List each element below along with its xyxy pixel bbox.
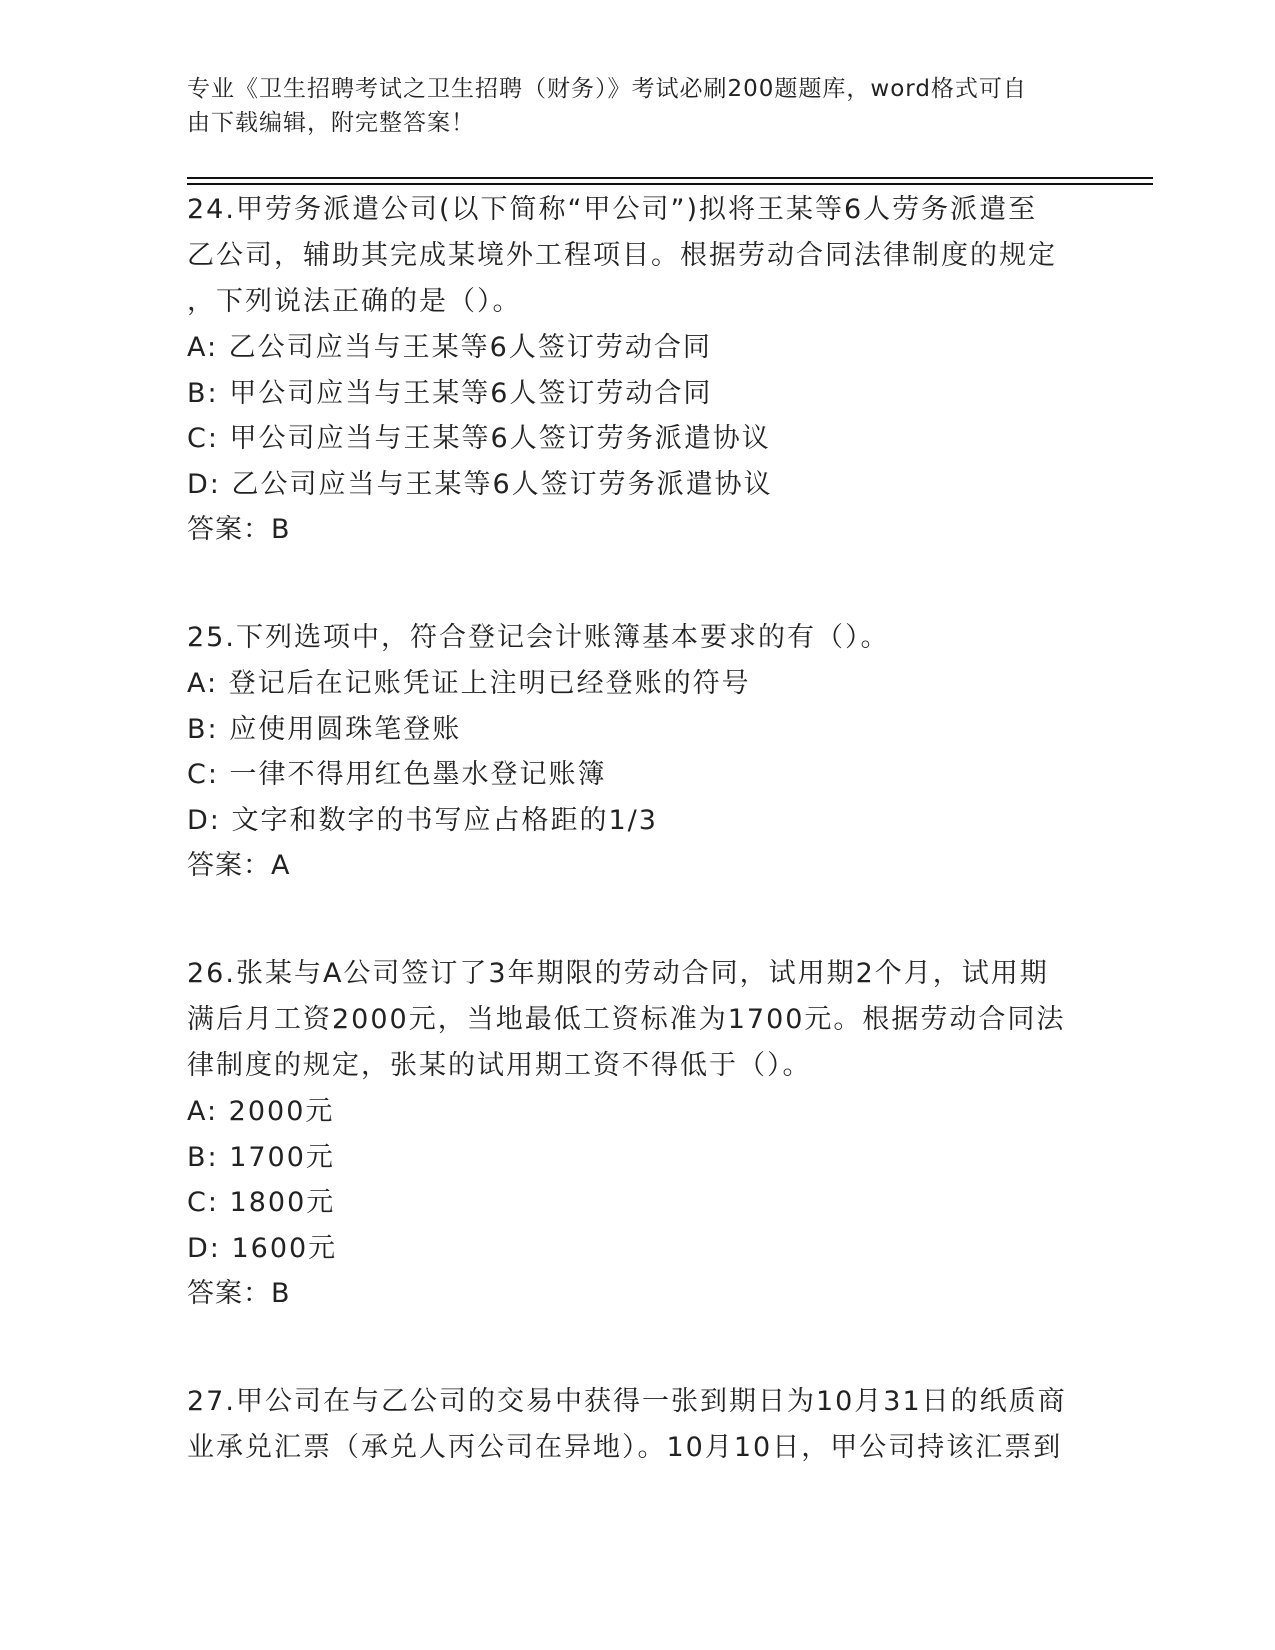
question-line: 24.甲劳务派遣公司(以下简称“甲公司”)拟将王某等6人劳务派遣至 <box>187 194 1038 225</box>
question-line: 26.张某与A公司签订了3年期限的劳动合同，试用期2个月，试用期 <box>187 958 1049 989</box>
question-list <box>187 186 1087 1471</box>
header-divider-bottom <box>187 183 1153 185</box>
question-27-text <box>187 1378 1087 1471</box>
answer-line <box>187 507 1087 553</box>
answer-label: 答案： <box>187 514 271 545</box>
answer-label: 答案： <box>187 850 271 881</box>
question-line: 业承兑汇票（承兑人丙公司在异地）。10月10日，甲公司持该汇票到 <box>187 1432 1063 1463</box>
header-line-2: 由下载编辑，附完整答案！ <box>187 110 475 136</box>
option-a: A: 登记后在记账凭证上注明已经登账的符号 <box>187 668 751 699</box>
answer-line <box>187 1271 1087 1317</box>
option-c: C: 甲公司应当与王某等6人签订劳务派遣协议 <box>187 423 771 454</box>
question-spacer <box>187 889 1087 950</box>
question-line: 25.下列选项中，符合登记会计账簿基本要求的有（）。 <box>187 622 890 653</box>
option-d: D: 乙公司应当与王某等6人签订劳务派遣协议 <box>187 468 773 500</box>
question-line: 乙公司，辅助其完成某境外工程项目。根据劳动合同法律制度的规定 <box>187 240 1057 271</box>
question-24-text <box>187 186 1087 325</box>
answer-value: B <box>271 1278 291 1309</box>
answer-value: B <box>271 514 291 545</box>
option-b: B: 甲公司应当与王某等6人签订劳动合同 <box>187 377 713 409</box>
answer-line <box>187 843 1087 889</box>
question-line: 律制度的规定，张某的试用期工资不得低于（）。 <box>187 1050 812 1081</box>
document-header <box>187 72 1087 140</box>
option-d: D: 1600元 <box>187 1232 338 1264</box>
question-24 <box>187 186 1087 553</box>
question-27 <box>187 1378 1087 1471</box>
answer-label: 答案： <box>187 1278 271 1309</box>
question-line: 满后月工资2000元，当地最低工资标准为1700元。根据劳动合同法 <box>187 1004 1066 1035</box>
option-a: A: 乙公司应当与王某等6人签订劳动合同 <box>187 332 712 363</box>
option-b: B: 应使用圆珠笔登账 <box>187 713 462 745</box>
option-c: C: 1800元 <box>187 1187 336 1218</box>
header-divider-top <box>187 177 1153 179</box>
option-d: D: 文字和数字的书写应占格距的1/3 <box>187 804 658 836</box>
option-c: C: 一律不得用红色墨水登记账簿 <box>187 759 607 790</box>
option-a: A: 2000元 <box>187 1096 335 1127</box>
question-26-text <box>187 950 1087 1089</box>
question-spacer <box>187 1317 1087 1378</box>
header-line-1: 专业《卫生招聘考试之卫生招聘（财务）》考试必刷200题题库，word格式可自 <box>187 76 1027 102</box>
question-25-text <box>187 614 1087 661</box>
question-25 <box>187 614 1087 889</box>
question-spacer <box>187 553 1087 614</box>
question-line: 27.甲公司在与乙公司的交易中获得一张到期日为10月31日的纸质商 <box>187 1386 1067 1417</box>
answer-value: A <box>271 850 291 881</box>
option-b: B: 1700元 <box>187 1141 335 1173</box>
question-line: ，下列说法正确的是（）。 <box>187 286 522 317</box>
question-26 <box>187 950 1087 1317</box>
